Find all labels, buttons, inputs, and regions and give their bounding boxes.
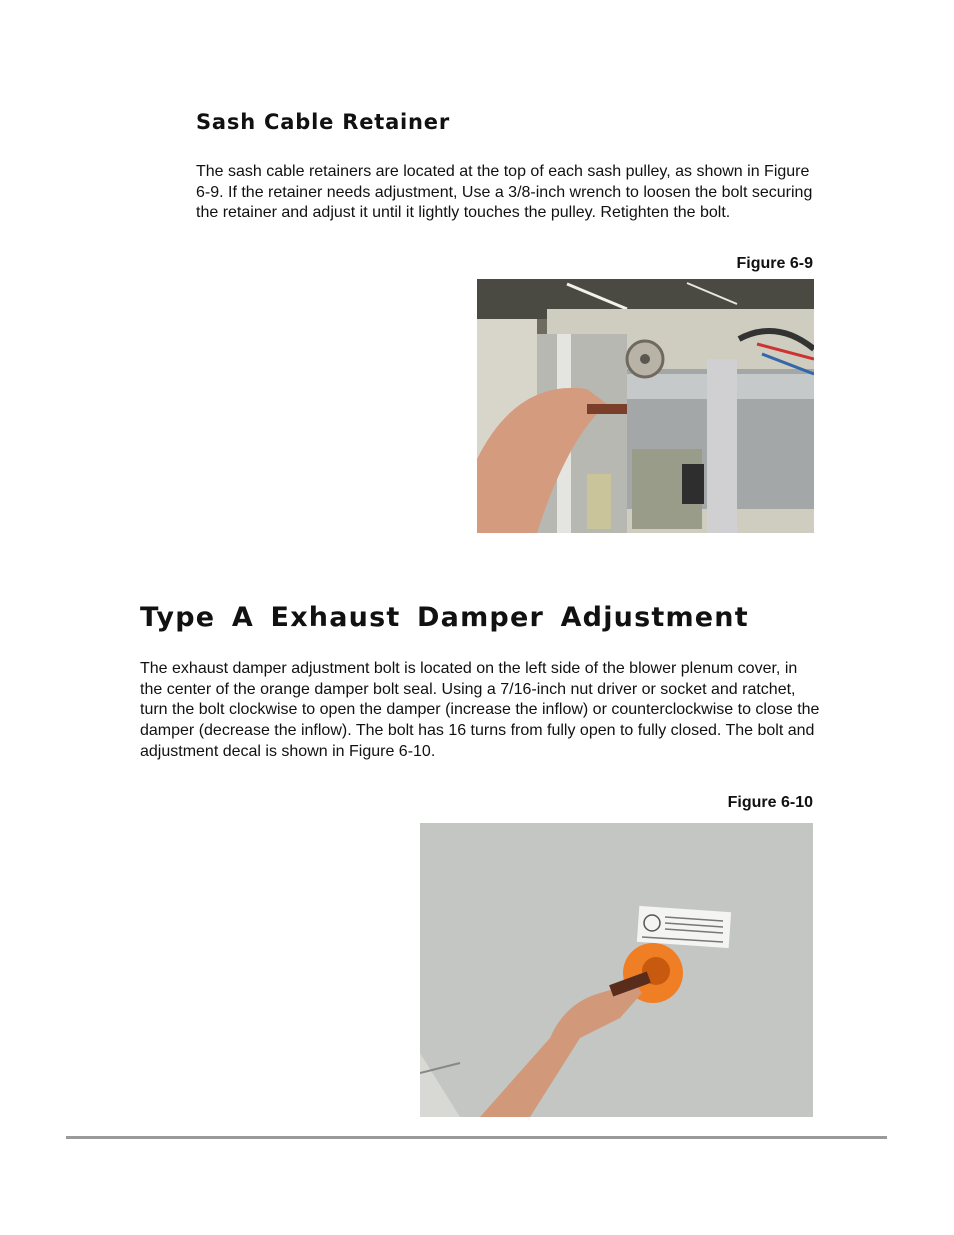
figure-caption-6-10: Figure 6-10 (727, 794, 813, 811)
figure-caption-6-9: Figure 6-9 (736, 255, 813, 272)
section-body-exhaust-damper-adjustment: The exhaust damper adjustment bolt is located on the left side of the blower plenum cover, in the center of the orange damper bolt seal. Using a 7/16-inch nut driver or socket and ratchet, turn the bolt clockwise to open the damper (increase the inflow) or counterclockwise to close the damper (decrease the inflow). The bolt has 16 turns from fully open to fully closed. The bolt and adjustment decal is shown in Figure 6-10. (140, 660, 820, 760)
section-heading-sash-cable-retainer: Sash Cable Retainer (196, 110, 450, 134)
figure-6-9-photo (477, 279, 814, 533)
section-body-sash-cable-retainer: The sash cable retainers are located at the top of each sash pulley, as shown in Figure 6-9. If the retainer needs adjustment, Use a 3/8-inch wrench to loosen the bolt securing the retainer and adjust it until it lightly touches the pulley. Retighten the bolt. (196, 163, 813, 222)
figure-6-10-photo (420, 823, 813, 1117)
section-heading-exhaust-damper-adjustment: Type A Exhaust Damper Adjustment (140, 602, 749, 633)
footer-divider (66, 1136, 887, 1139)
